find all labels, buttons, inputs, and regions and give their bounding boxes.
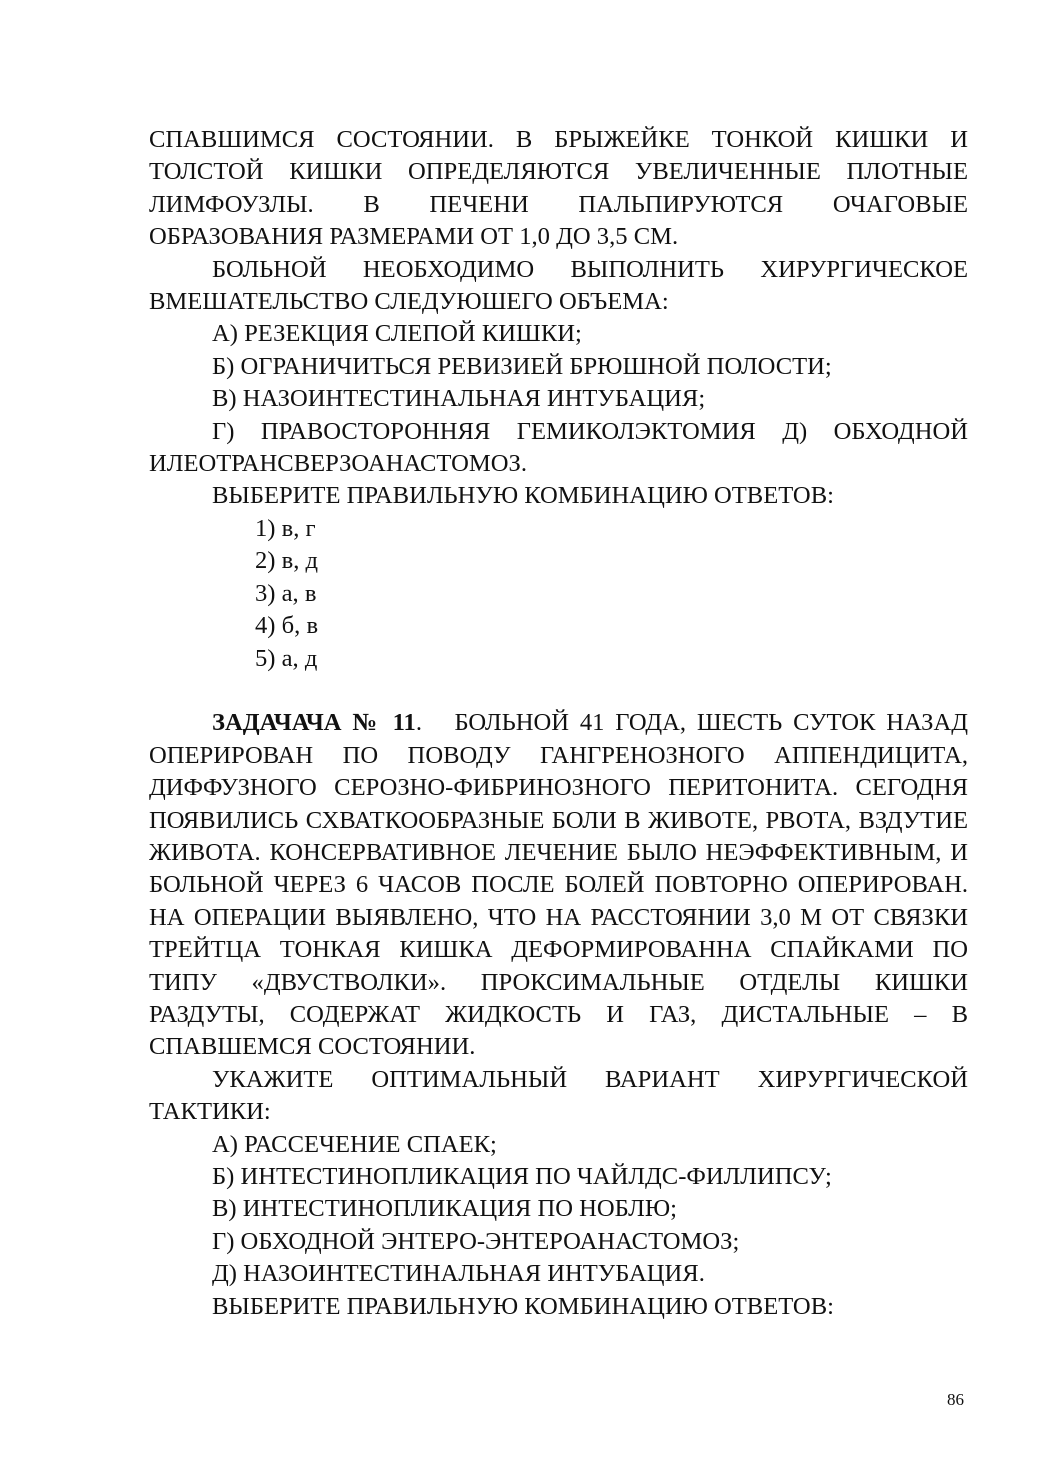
task-heading: ЗАДАЧАЧА № 11 [212,709,416,737]
task-heading-punct: . [415,709,422,737]
combination-prompt: ВЫБЕРИТЕ ПРАВИЛЬНУЮ КОМБИНАЦИЮ ОТВЕТОВ: [212,482,834,510]
task11-choice-g: Г) ОБХОДНОЙ ЭНТЕРО-ЭНТЕРОАНАСТОМОЗ; [212,1227,740,1255]
answer-option-1: 1) в, г [255,514,316,542]
tactics-question: УКАЖИТЕ ОПТИМАЛЬНЫЙ ВАРИАНТ ХИРУРГИЧЕСКОЙ ТАКТИКИ: [149,1065,968,1126]
task11-choice-a: А) РАССЕЧЕНИЕ СПАЕК; [212,1130,497,1158]
paragraph-spacer [149,675,968,707]
answer-option-2: 2) в, д [255,547,319,575]
case-description-continued: СПАВШИМСЯ СОСТОЯНИИ. В БРЫЖЕЙКЕ ТОНКОЙ КИШКИ И ТОЛСТОЙ КИШКИ ОПРЕДЕЛЯЮТСЯ УВЕЛИЧЕННЫЕ ПЛОТНЫЕ ЛИМФОУЗЛЫ. В ПЕЧЕНИ ПАЛЬПИРУЮТСЯ ОЧАГОВЫЕ ОБРАЗОВАНИЯ РАЗМЕРАМИ ОТ 1,0 ДО 3,5 СМ. [149,126,968,251]
task11-choice-b: Б) ИНТЕСТИНОПЛИКАЦИЯ ПО ЧАЙЛДС-ФИЛЛИПСУ; [212,1162,832,1190]
question-intro: БОЛЬНОЙ НЕОБХОДИМО ВЫПОЛНИТЬ ХИРУРГИЧЕСКОЕ ВМЕШАТЕЛЬСТВО СЛЕДУЮШЕГО ОБЪЕМА: [149,255,968,316]
choice-a: А) РЕЗЕКЦИЯ СЛЕПОЙ КИШКИ; [212,320,582,348]
answer-option-5: 5) а, д [255,644,318,672]
page-number: 86 [947,1390,964,1409]
task11-choice-v: В) ИНТЕСТИНОПЛИКАЦИЯ ПО НОБЛЮ; [212,1195,677,1223]
task11-combination-prompt: ВЫБЕРИТЕ ПРАВИЛЬНУЮ КОМБИНАЦИЮ ОТВЕТОВ: [212,1292,834,1320]
choice-b: Б) ОГРАНИЧИТЬСЯ РЕВИЗИЕЙ БРЮШНОЙ ПОЛОСТИ; [212,352,832,380]
choice-g-d: Г) ПРАВОСТОРОННЯЯ ГЕМИКОЛЭКТОМИЯ Д) ОБХОДНОЙ ИЛЕОТРАНСВЕРЗОАНАСТОМОЗ. [149,417,968,478]
answer-option-3: 3) а, в [255,579,317,607]
text-column [149,124,968,1323]
task-11-paragraph [149,707,968,1063]
task11-choice-d: Д) НАЗОИНТЕСТИНАЛЬНАЯ ИНТУБАЦИЯ. [212,1260,705,1288]
task-description: БОЛЬНОЙ 41 ГОДА, ШЕСТЬ СУТОК НАЗАД ОПЕРИРОВАН ПО ПОВОДУ ГАНГРЕНОЗНОГО АППЕНДИЦИТА, ДИФФУЗНОГО СЕРОЗНО-ФИБРИНОЗНОГО ПЕРИТОНИТА. СЕГОДНЯ ПОЯВИЛИСЬ СХВАТКООБРАЗНЫЕ БОЛИ В ЖИВОТЕ, РВОТА, ВЗДУТИЕ ЖИВОТА. КОНСЕРВАТИВНОЕ ЛЕЧЕНИЕ БЫЛО НЕЭФФЕКТИВНЫМ, И БОЛЬНОЙ ЧЕРЕЗ 6 ЧАСОВ ПОСЛЕ БОЛЕЙ ПОВТОРНО ОПЕРИРОВАН. НА ОПЕРАЦИИ ВЫЯВЛЕНО, ЧТО НА РАССТОЯНИИ 3,0 М ОТ СВЯЗКИ ТРЕЙТЦА ТОНКАЯ КИШКА ДЕФОРМИРОВАННА СПАЙКАМИ ПО ТИПУ «ДВУСТВОЛКИ». ПРОКСИМАЛЬНЫЕ ОТДЕЛЫ КИШКИ РАЗДУТЫ, СОДЕРЖАТ ЖИДКОСТЬ И ГАЗ, ДИСТАЛЬНЫЕ – В СПАВШЕМСЯ СОСТОЯНИИ. [149,709,969,1061]
answer-option-4: 4) б, в [255,612,319,640]
choice-v: В) НАЗОИНТЕСТИНАЛЬНАЯ ИНТУБАЦИЯ; [212,385,706,413]
